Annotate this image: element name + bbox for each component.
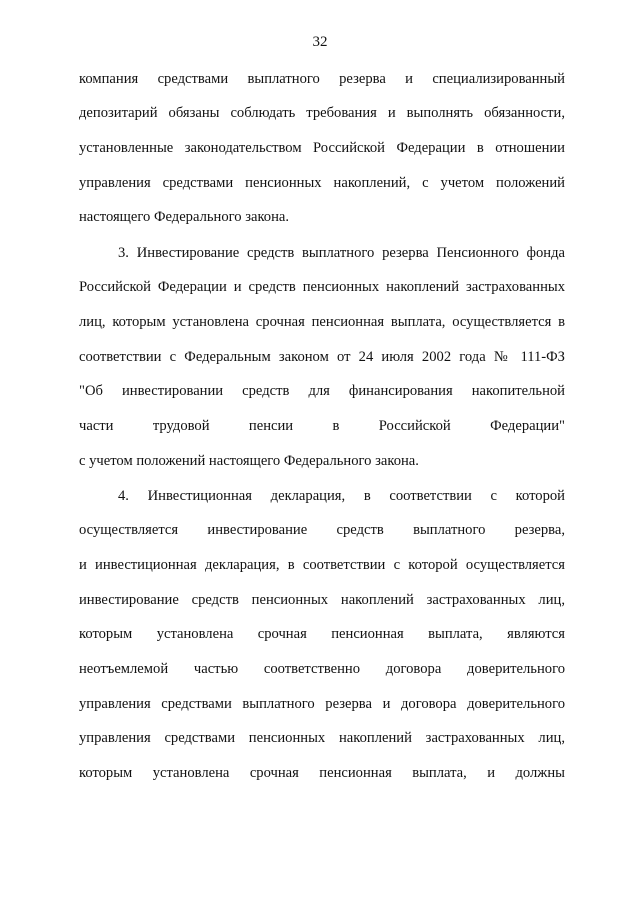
text-line: инвестирование средств пенсионных накоплений застрахованных лиц, (79, 592, 565, 608)
text-line: лиц, которым установлена срочная пенсионная выплата, осуществляется в (79, 314, 565, 330)
text-line: депозитарий обязаны соблюдать требования и выполнять обязанности, (79, 105, 565, 121)
text-line: осуществляется инвестирование средств выплатного резерва, (79, 522, 565, 538)
text-line: неотъемлемой частью соответственно договора доверительного (79, 661, 565, 677)
text-line: управления средствами пенсионных накоплений застрахованных лиц, (79, 730, 565, 746)
text-line: компания средствами выплатного резерва и специализированный (79, 71, 565, 87)
page-number: 32 (312, 34, 328, 50)
text-line: управления средствами пенсионных накоплений, с учетом положений (79, 175, 565, 191)
text-line: настоящего Федерального закона. (79, 209, 290, 225)
text-line: части трудовой пенсии в Российской Федерации" (79, 418, 565, 434)
paragraph-start-line: 3. Инвестирование средств выплатного резерва Пенсионного фонда (118, 245, 565, 261)
text-line: "Об инвестировании средств для финансирования накопительной (79, 383, 565, 399)
text-line: Российской Федерации и средств пенсионных накоплений застрахованных (79, 279, 565, 295)
text-line: установленные законодательством Российской Федерации в отношении (79, 140, 565, 156)
text-line: и инвестиционная декларация, в соответствии с которой осуществляется (79, 557, 565, 573)
text-line: которым установлена срочная пенсионная выплата, являются (79, 626, 565, 642)
text-line: с учетом положений настоящего Федерального закона. (79, 453, 419, 469)
text-line: соответствии с Федеральным законом от 24 июля 2002 года № 111-ФЗ (79, 349, 565, 365)
text-line: которым установлена срочная пенсионная выплата, и должны (79, 765, 565, 781)
paragraph-start-line: 4. Инвестиционная декларация, в соответствии с которой (118, 488, 565, 504)
text-line: управления средствами выплатного резерва и договора доверительного (79, 696, 565, 712)
